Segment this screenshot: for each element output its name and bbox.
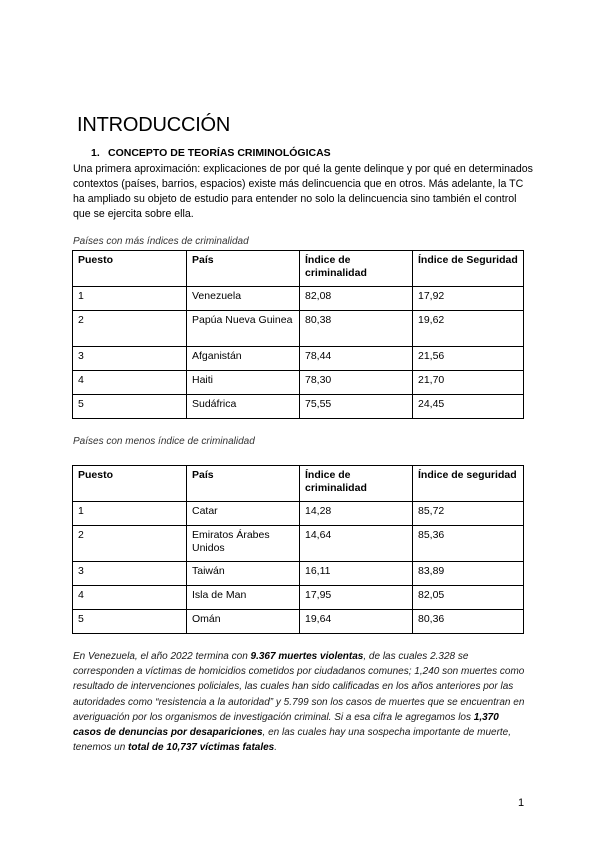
cell-seguridad: 83,89 bbox=[413, 562, 524, 586]
cell-criminalidad: 19,64 bbox=[300, 610, 413, 634]
cell-puesto: 1 bbox=[73, 287, 187, 311]
closing-paragraph bbox=[73, 649, 525, 755]
cell-seguridad: 85,36 bbox=[413, 526, 524, 562]
cell-criminalidad: 17,95 bbox=[300, 586, 413, 610]
table-row bbox=[73, 586, 524, 610]
cell-criminalidad: 80,38 bbox=[300, 311, 413, 347]
cell-pais: Isla de Man bbox=[187, 586, 300, 610]
cell-puesto: 3 bbox=[73, 347, 187, 371]
page-number: 1 bbox=[518, 797, 525, 809]
page-title: INTRODUCCIÓN bbox=[77, 114, 231, 136]
closing-highlight: 1,370 casos de denuncias por desapariciones bbox=[73, 711, 499, 739]
cell-pais: Papúa Nueva Guinea bbox=[187, 311, 300, 347]
cell-pais: Emiratos Árabes Unidos bbox=[187, 526, 300, 562]
table-row bbox=[73, 610, 524, 634]
cell-seguridad: 24,45 bbox=[413, 395, 524, 419]
cell-puesto: 2 bbox=[73, 526, 187, 562]
table-row bbox=[73, 287, 524, 311]
cell-pais: Catar bbox=[187, 502, 300, 526]
table-low-crime bbox=[72, 465, 524, 634]
closing-text: En Venezuela, el año 2022 termina con bbox=[73, 651, 251, 662]
table-row bbox=[73, 502, 524, 526]
intro-paragraph: Una primera aproximación: explicaciones de por qué la gente delinque y por qué en determinados contextos (países, barrios, espacios) existe más delincuencia que en otros. Más adelante, la TC ha ampliado su objeto de estudio para entender no solo la delincuencia sino también el control que se ejercita sobre ella. bbox=[73, 163, 533, 220]
table-row bbox=[73, 526, 524, 562]
cell-puesto: 5 bbox=[73, 395, 187, 419]
table-row bbox=[73, 395, 524, 419]
section-number: 1. bbox=[91, 147, 100, 159]
table-row bbox=[73, 562, 524, 586]
cell-seguridad: 17,92 bbox=[413, 287, 524, 311]
table-row bbox=[73, 371, 524, 395]
table-low-caption: Países con menos índice de criminalidad bbox=[73, 436, 255, 447]
table-header-row bbox=[73, 251, 524, 287]
header-indice-seguridad: Índice de seguridad bbox=[413, 466, 524, 502]
header-pais: País bbox=[187, 251, 300, 287]
cell-criminalidad: 78,30 bbox=[300, 371, 413, 395]
cell-pais: Afganistán bbox=[187, 347, 300, 371]
cell-puesto: 3 bbox=[73, 562, 187, 586]
header-indice-criminalidad: Índice de criminalidad bbox=[300, 251, 413, 287]
cell-seguridad: 82,05 bbox=[413, 586, 524, 610]
cell-criminalidad: 82,08 bbox=[300, 287, 413, 311]
cell-seguridad: 21,70 bbox=[413, 371, 524, 395]
table-high-crime bbox=[72, 250, 524, 419]
table-row bbox=[73, 347, 524, 371]
cell-pais: Taiwán bbox=[187, 562, 300, 586]
cell-seguridad: 85,72 bbox=[413, 502, 524, 526]
cell-criminalidad: 75,55 bbox=[300, 395, 413, 419]
closing-text: , en las cuales hay una sospecha importante de muerte, tenemos un bbox=[73, 727, 512, 754]
closing-highlight: total de 10,737 víctimas fatales bbox=[128, 742, 275, 754]
closing-highlight: 9.367 muertes violentas bbox=[250, 651, 364, 662]
cell-puesto: 4 bbox=[73, 586, 187, 610]
cell-seguridad: 21,56 bbox=[413, 347, 524, 371]
cell-criminalidad: 16,11 bbox=[300, 562, 413, 586]
cell-criminalidad: 14,28 bbox=[300, 502, 413, 526]
closing-text: . bbox=[274, 742, 278, 754]
cell-puesto: 1 bbox=[73, 502, 187, 526]
table-header-row bbox=[73, 466, 524, 502]
cell-criminalidad: 78,44 bbox=[300, 347, 413, 371]
header-indice-seguridad: Índice de Seguridad bbox=[413, 251, 524, 287]
cell-pais: Sudáfrica bbox=[187, 395, 300, 419]
cell-seguridad: 19,62 bbox=[413, 311, 524, 347]
cell-criminalidad: 14,64 bbox=[300, 526, 413, 562]
closing-text: , de las cuales 2.328 se corresponden a víctimas de homicidios cometidos por ciudadanos comunes; 1,240 son muertes como resultado de intervenciones policiales, las cuales han sido calificadas en los años anteriores por las autoridades como “resistencia a la autoridad” y 5.799 son los casos de muertes que se encuentran en averiguación por los organismos de investigación criminal. Si a esa cifra le agregamos los bbox=[73, 651, 525, 723]
header-puesto: Puesto bbox=[73, 466, 187, 502]
cell-pais: Haiti bbox=[187, 371, 300, 395]
table-row bbox=[73, 311, 524, 347]
header-pais: País bbox=[187, 466, 300, 502]
section-heading bbox=[91, 147, 331, 159]
cell-pais: Omán bbox=[187, 610, 300, 634]
cell-puesto: 2 bbox=[73, 311, 187, 347]
header-puesto: Puesto bbox=[73, 251, 187, 287]
table-high-caption: Países con más índices de criminalidad bbox=[73, 236, 249, 247]
cell-seguridad: 80,36 bbox=[413, 610, 524, 634]
section-title: CONCEPTO DE TEORÍAS CRIMINOLÓGICAS bbox=[108, 147, 331, 159]
cell-puesto: 5 bbox=[73, 610, 187, 634]
header-indice-criminalidad: Índice de criminalidad bbox=[300, 466, 413, 502]
cell-pais: Venezuela bbox=[187, 287, 300, 311]
cell-puesto: 4 bbox=[73, 371, 187, 395]
